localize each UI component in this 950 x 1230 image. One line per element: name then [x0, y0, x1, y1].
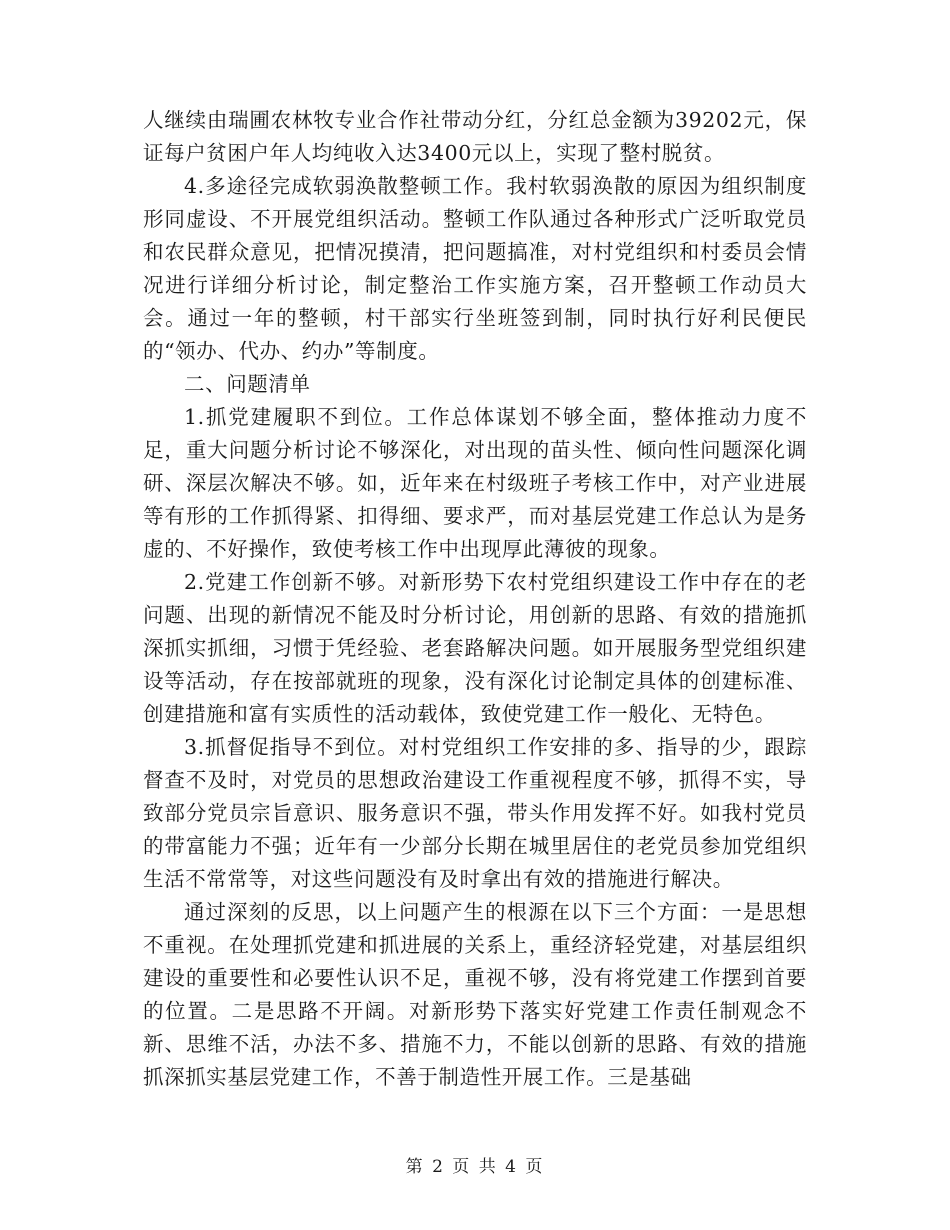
paragraph-problem-2: 2.党建工作创新不够。对新形势下农村党组织建设工作中存在的老问题、出现的新情况不能及时分析讨论，用创新的思路、有效的措施抓深抓实抓细，习惯于凭经验、老套路解决问题。如开展服务型党组织建设等活动，存在按部就班的现象，没有深化讨论制定具体的创建标准、创建措施和富有实质性的活动载体，致使党建工作一般化、无特色。	[143, 570, 807, 726]
paragraph-root-causes: 通过深刻的反思，以上问题产生的根源在以下三个方面：一是思想不重视。在处理抓党建和抓进展的关系上，重经济轻党建，对基层组织建设的重要性和必要性认识不足，重视不够，没有将党建工作摆到首要的位置。二是思路不开阔。对新形势下落实好党建工作责任制观念不新、思维不活，办法不多、措施不力，不能以创新的思路、有效的措施抓深抓实基层党建工作，不善于制造性开展工作。三是基础	[143, 900, 807, 1089]
paragraph-problem-3: 3.抓督促指导不到位。对村党组织工作安排的多、指导的少，跟踪督查不及时，对党员的思想政治建设工作重视程度不够，抓得不实，导致部分党员宗旨意识、服务意识不强，带头作用发挥不好。如我村党员的带富能力不强；近年有一少部分长期在城里居住的老党员参加党组织生活不常常等，对这些问题没有及时拿出有效的措施进行解决。	[143, 735, 807, 891]
document-page	[143, 104, 807, 1094]
section-heading-problem-list: 二、问题清单	[184, 372, 311, 396]
paragraph-continuation: 人继续由瑞圃农林牧专业合作社带动分红，分红总金额为39202元，保证每户贫困户年人均纯收入达3400元以上，实现了整村脱贫。	[143, 108, 807, 165]
paragraph-item-4: 4.多途径完成软弱涣散整顿工作。我村软弱涣散的原因为组织制度形同虚设、不开展党组织活动。整顿工作队通过各种形式广泛听取党员和农民群众意见，把情况摸清，把问题搞准，对村党组织和村委员会情况进行详细分析讨论，制定整治工作实施方案，召开整顿工作动员大会。通过一年的整顿，村干部实行坐班签到制，同时执行好利民便民的“领办、代办、约办”等制度。	[143, 174, 807, 363]
paragraph-problem-1: 1.抓党建履职不到位。工作总体谋划不够全面，整体推动力度不足，重大问题分析讨论不够深化，对出现的苗头性、倾向性问题深化调研、深层次解决不够。如，近年来在村级班子考核工作中，对产业进展等有形的工作抓得紧、扣得细、要求严，而对基层党建工作总认为是务虚的、不好操作，致使考核工作中出现厚此薄彼的现象。	[143, 405, 807, 561]
page-number-footer: 第 2 页 共 4 页	[405, 1157, 545, 1177]
